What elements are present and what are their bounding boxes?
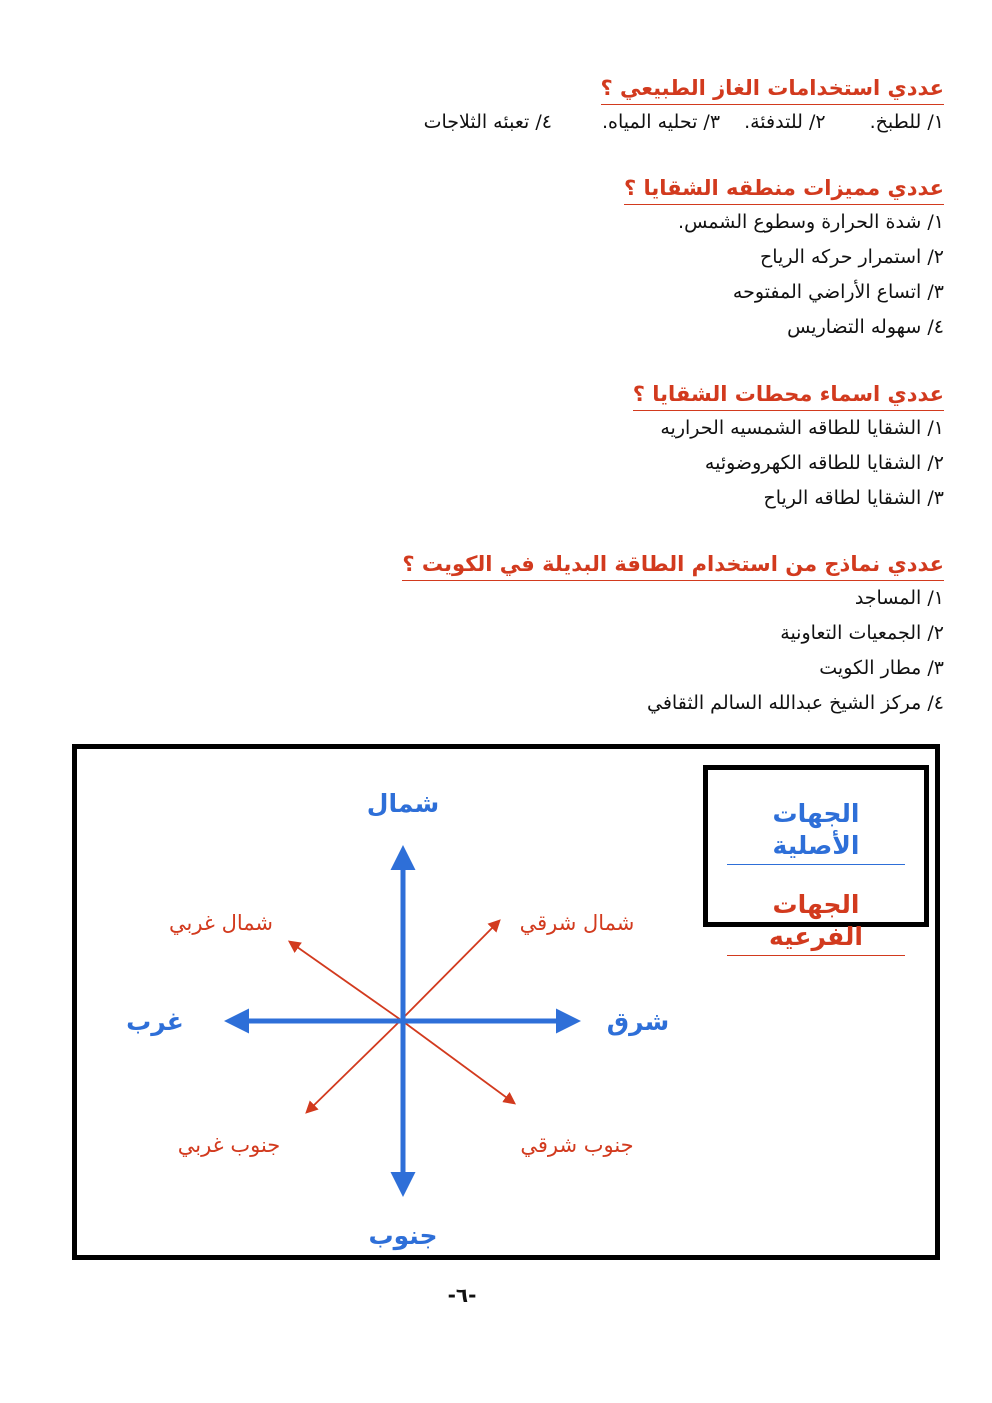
answer-item: ١/ للطبخ. [869,111,944,133]
answer-item: ٣/ اتساع الأراضي المفتوحه [732,281,944,303]
answer-item: ١/ شدة الحرارة وسطوع الشمس. [678,211,944,233]
answer-item: ١/ المساجد [854,587,944,609]
section-shagaya-features [624,174,944,345]
answer-item: ٤/ سهوله التضاريس [787,316,944,338]
legend-box [703,765,929,951]
section-shagaya-stations [633,380,944,516]
south-label: جنوب [368,1221,438,1250]
answer-item: ٣/ مطار الكويت [819,657,944,679]
east-label: شرق [606,1007,670,1036]
answer-item: ١/ الشقايا للطاقه الشمسيه الحراريه [660,417,944,439]
section-alternative-energy [402,550,944,721]
question-heading: عددي اسماء محطات الشقايا ؟ [633,380,944,411]
southeast-label: جنوب شرقي [520,1133,634,1157]
page-number: -٦- [447,1283,477,1307]
southwest-label: جنوب غربي [177,1133,281,1157]
answer-item: ٣/ الشقايا لطاقه الرياح [763,487,944,509]
answer-row [424,105,944,139]
northeast-label: شمال شرقي [519,911,635,935]
question-heading: عددي نماذج من استخدام الطاقة البديلة في الكويت ؟ [402,550,944,581]
answer-item: ٢/ الجمعيات التعاونية [780,622,944,644]
answer-item: ٢/ الشقايا للطاقه الكهروضوئيه [704,452,944,474]
answer-item: ٤/ مركز الشيخ عبدالله السالم الثقافي [647,692,944,714]
legend-sub-directions: الجهات الفرعيه [727,889,905,956]
north-label: شمال [366,789,440,818]
answer-item: ٤/ تعبئه الثلاجات [423,111,552,133]
section-gas-uses [424,74,944,139]
answer-item: ٢/ للتدفئة. [744,111,826,133]
west-label: غرب [126,1007,184,1036]
answer-item: ٢/ استمرار حركه الرياح [760,246,944,268]
answer-item: ٣/ تحليه المياه. [602,111,721,133]
northwest-label: شمال غربي [169,911,273,935]
legend-main-directions: الجهات الأصلية [727,798,905,865]
question-heading: عددي مميزات منطقه الشقايا ؟ [624,174,944,205]
question-heading: عددي استخدامات الغاز الطبيعي ؟ [601,74,945,105]
